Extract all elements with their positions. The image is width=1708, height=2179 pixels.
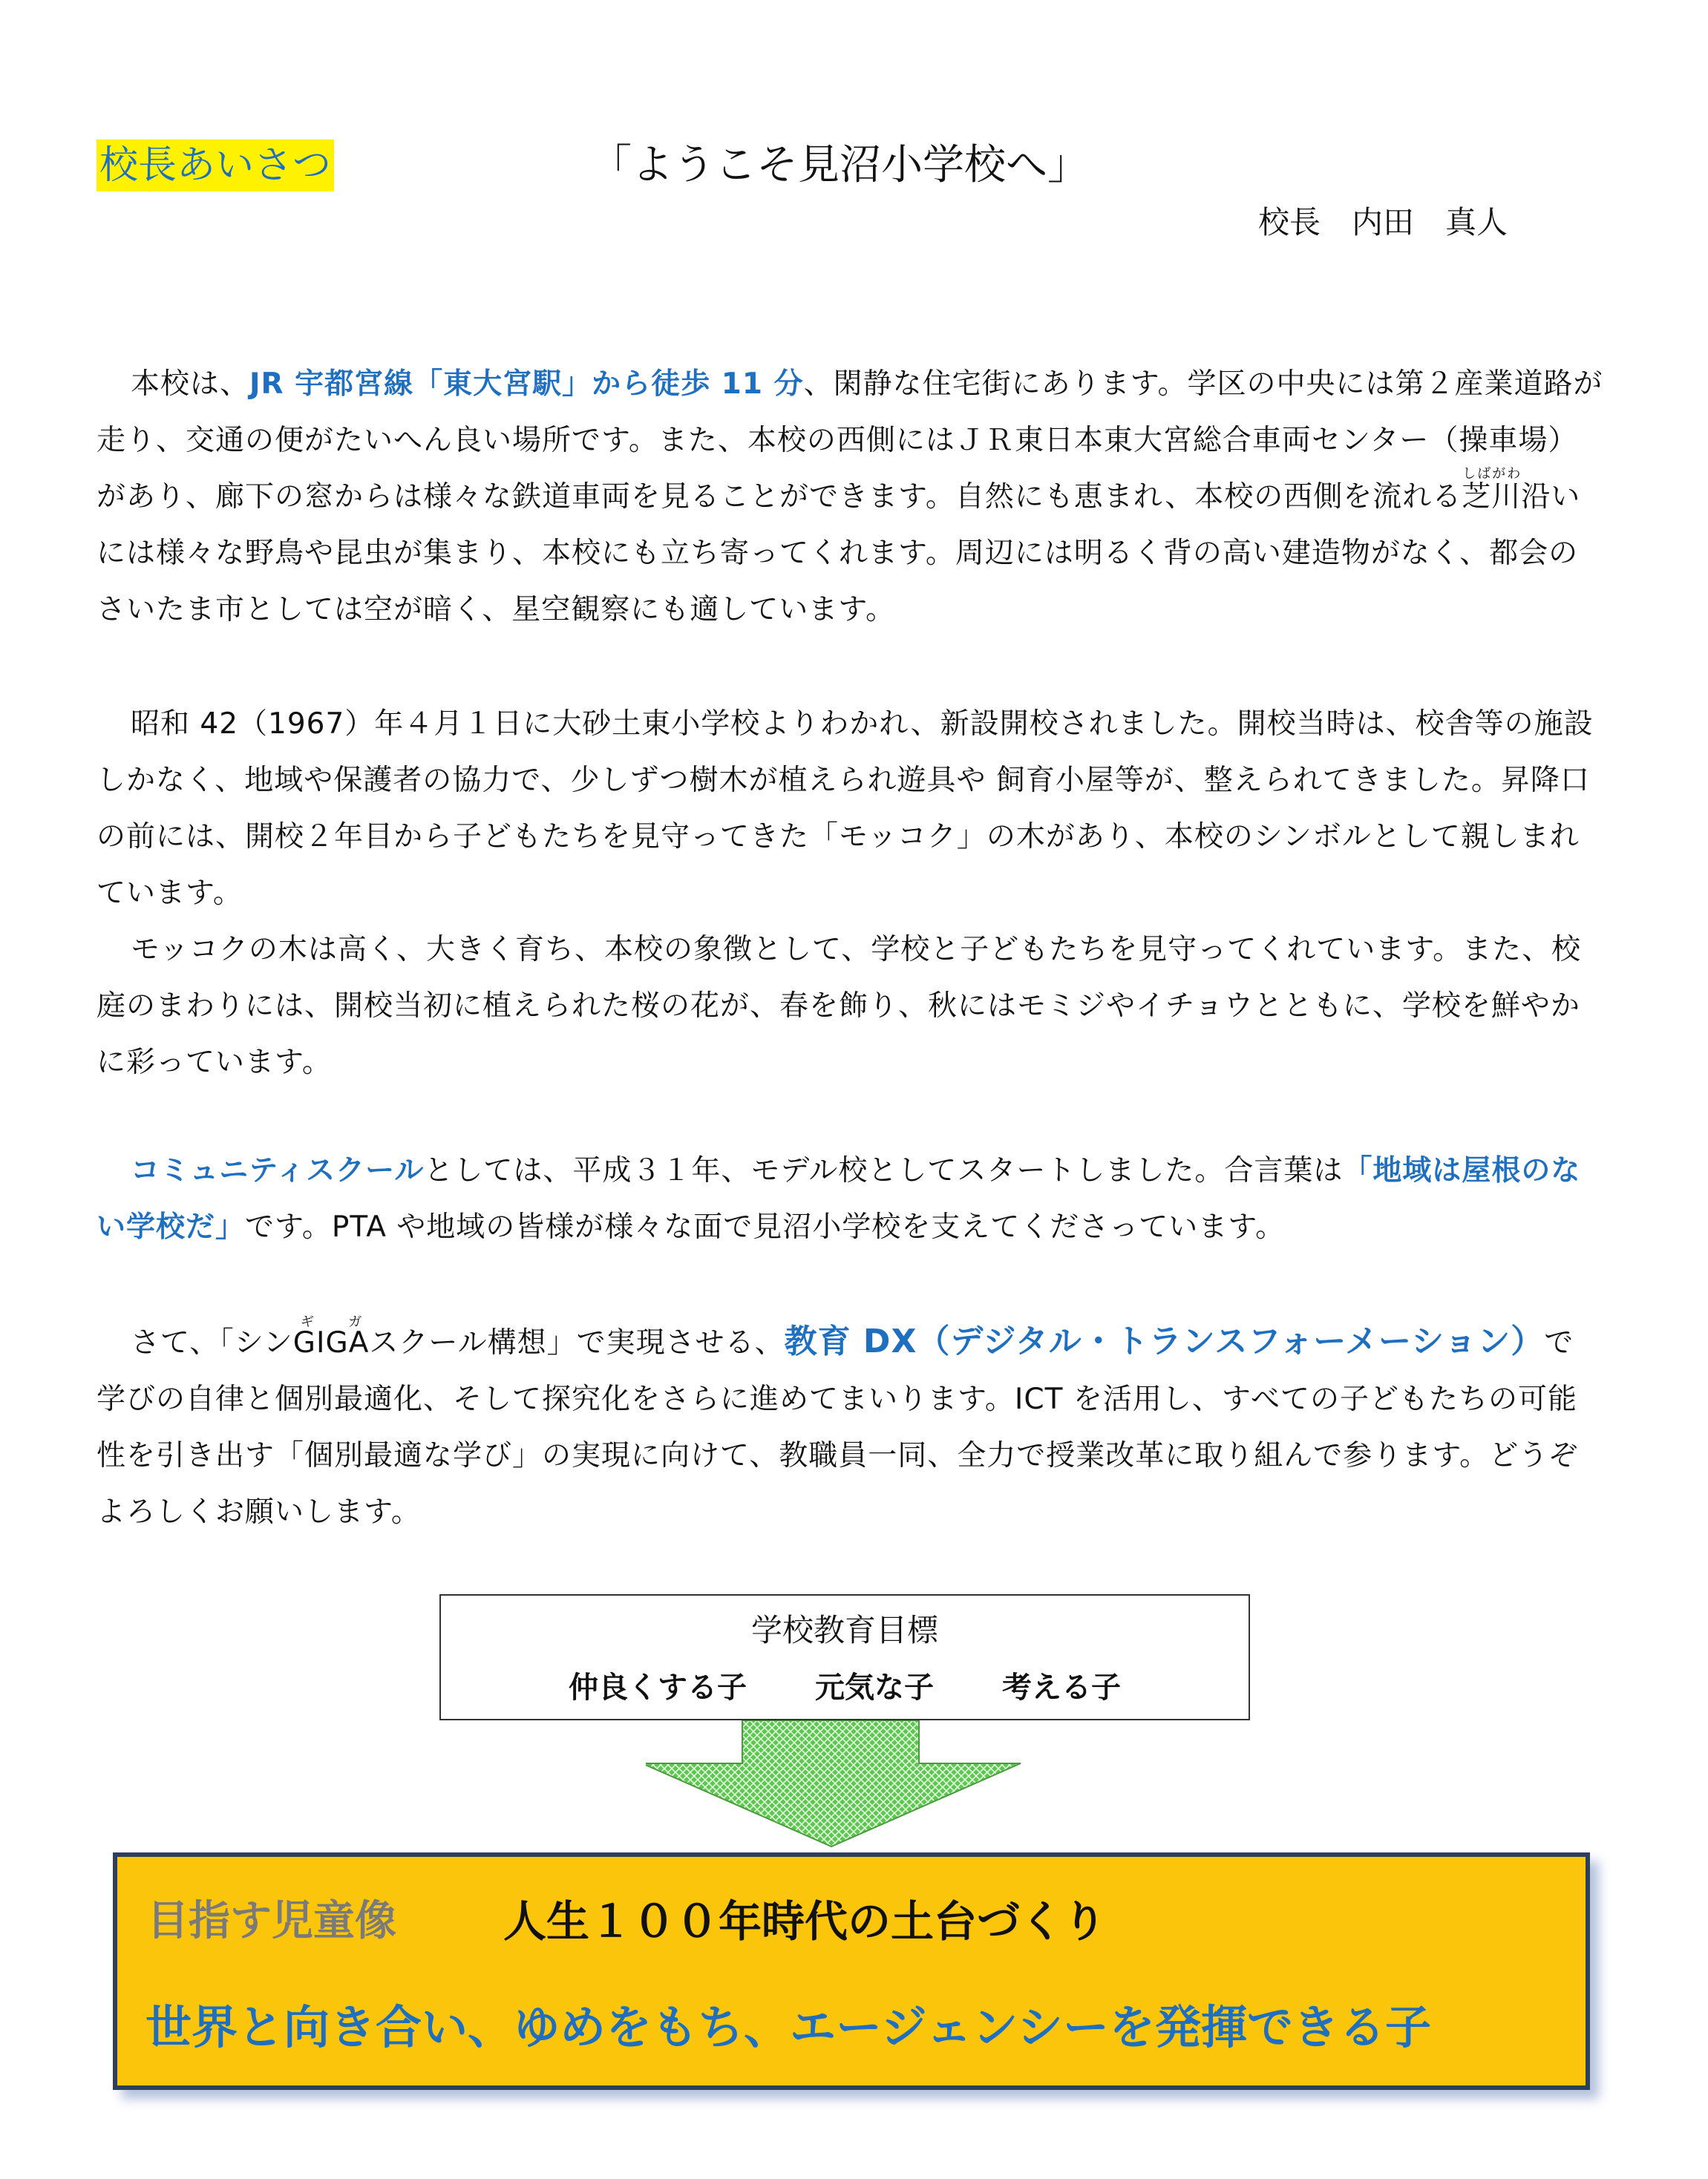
aim-subtitle: 人生１００年時代の土台づくり bbox=[503, 1896, 1107, 1947]
page-title: 「ようこそ見沼小学校へ」 bbox=[590, 141, 1089, 189]
access-highlight: JR 宇都宮線「東大宮駅」から徒歩 11 分 bbox=[249, 367, 804, 401]
paragraph-text: で学びの自律と個別最適化、そして探究化をさらに進めてまいります。ICT を活用し、すべての子どもたちの可能性を引き出す「個別最適な学び」の実現に向けて、教職員一同、全力で授業改革に取り組んで参ります。どうぞよろしくお願いします。 bbox=[96, 1326, 1579, 1529]
section-heading: 校長あいさつ bbox=[96, 140, 334, 191]
paragraph-text: さて、「シン bbox=[131, 1326, 293, 1360]
shibakawa-ruby: 芝川しばがわ bbox=[1462, 466, 1522, 514]
paragraph-mokkoku: モッコクの木は高く、大きく育ち、本校の象徴として、学校と子どもたちを見守ってくれています。また、校庭のまわりには、開校当初に植えられた桜の花が、春を飾り、秋にはモミジやイチョウとともに、学校を鮮やかに彩っています。 bbox=[96, 933, 1582, 1079]
paragraph-text: 沿いには様々な野鳥や昆虫が集まり、本校にも立ち寄ってくれます。周辺には明るく背の高い建造物がなく、都会のさいたま市としては空が暗く、星空観察にも適しています。 bbox=[96, 480, 1581, 626]
paragraph-location bbox=[96, 356, 1603, 638]
paragraph-history: 昭和 42（1967）年４月１日に大砂土東小学校よりわかれ、新設開校されました。開校当時は、校舎等の施設しかなく、地域や保護者の協力で、少しずつ樹木が植えられ遊具や 飼育小屋等が、整えられてきました。昇降口の前には、開校２年目から子どもたちを見守ってきた「モッコク」の木があり、本校のシンボルとして親しまれています。 bbox=[96, 707, 1594, 910]
community-school-highlight: コミュニティスクール bbox=[131, 1154, 425, 1187]
paragraph-text: 、閑静な住宅街にあります。学区の中央には第２産業道路が走り、交通の便がたいへん良い場所です。また、本校の西側にはＪＲ東日本東大宮総合車両センター（操車場）があり、廊下の窓からは様々な鉄道車両を見ることができます。自然にも恵まれ、本校の西側を流れる bbox=[96, 367, 1603, 514]
aim-statement: 世界と向き合い、ゆめをもち、エージェンシーを発揮できる子 bbox=[145, 2000, 1431, 2054]
paragraph-lead: 本校は、 bbox=[131, 367, 250, 401]
motto-highlight: 「地域は屋根のない学校だ」 bbox=[96, 1154, 1581, 1244]
aim-label: 目指す児童像 bbox=[147, 1897, 396, 1945]
paragraph-community-school bbox=[96, 1143, 1603, 1256]
target-student-box bbox=[113, 1852, 1590, 2090]
goals-list bbox=[441, 1664, 1249, 1706]
paragraph-giga bbox=[96, 1314, 1603, 1541]
down-arrow-icon bbox=[646, 1720, 1047, 1854]
goal-item: 仲良くする子 bbox=[569, 1671, 747, 1705]
giga-ruby: GIGAギ ガ bbox=[292, 1314, 370, 1360]
goals-title: 学校教育目標 bbox=[750, 1612, 938, 1648]
school-goals-box bbox=[439, 1594, 1250, 1720]
goal-item: 元気な子 bbox=[815, 1671, 934, 1705]
principal-signature: 校長 内田 真人 bbox=[1258, 204, 1508, 240]
paragraph-text: スクール構想」で実現させる、 bbox=[369, 1326, 785, 1360]
paragraph-text: としては、平成３１年、モデル校としてスタートしました。合言葉は bbox=[424, 1154, 1344, 1187]
dx-highlight: 教育 DX（デジタル・トランスフォーメーション） bbox=[784, 1323, 1545, 1360]
goal-item: 考える子 bbox=[1002, 1671, 1121, 1705]
paragraph-text: です。PTA や地域の皆様が様々な面で見沼小学校を支えてくださっています。 bbox=[245, 1210, 1286, 1244]
